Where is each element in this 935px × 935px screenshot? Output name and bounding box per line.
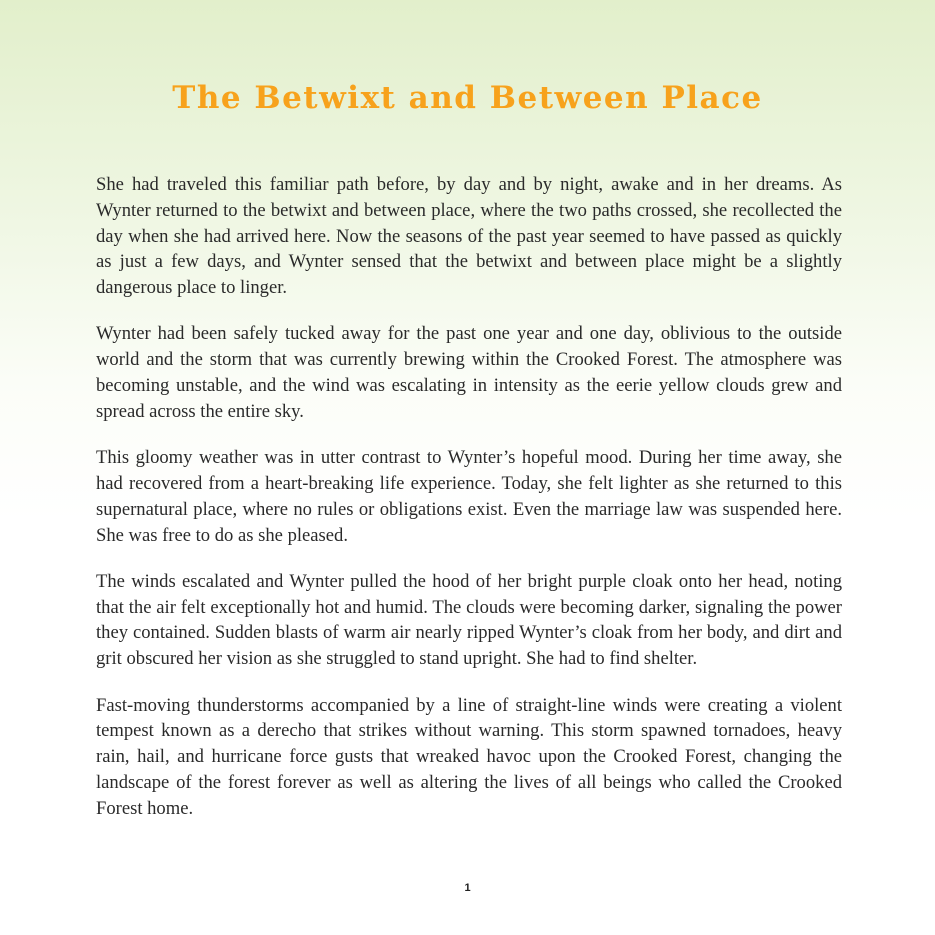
paragraph-1: She had traveled this familiar path before, by day and by night, awake and in her dreams. As Wynter returned to the betwixt and between place, where the two paths crossed, she recollected the day when she had arrived here. Now the seasons of the past year seemed to have passed as quickly as just a few days, and Wynter sensed that the betwixt and between place might be a slightly dangerous place to linger. — [96, 174, 842, 299]
paragraph-2: Wynter had been safely tucked away for the past one year and one day, oblivious to the outside world and the storm that was currently brewing within the Crooked Forest. The atmosphere was becoming unstable, and the wind was escalating in intensity as the eerie yellow clouds grew and spread across the entire sky. — [96, 323, 842, 422]
page-number: 1 — [464, 882, 471, 894]
chapter-body — [96, 172, 842, 842]
paragraph-5: Fast-moving thunderstorms accompanied by a line of straight-line winds were creating a violent tempest known as a derecho that strikes without warning. This storm spawned tornadoes, heavy rain, hail, and hurricane force gusts that wreaked havoc upon the Crooked Forest, changing the landscape of the forest forever as well as altering the lives of all beings who called the Crooked Forest home. — [96, 694, 842, 819]
paragraph-4: The winds escalated and Wynter pulled the hood of her bright purple cloak onto her head, noting that the air felt exceptionally hot and humid. The clouds were becoming darker, signaling the power they contained. Sudden blasts of warm air nearly ripped Wynter’s cloak from her body, and dirt and grit obscured her vision as she struggled to stand upright. She had to find shelter. — [96, 570, 842, 670]
chapter-title: The Betwixt and Between Place — [172, 80, 763, 116]
paragraph-3: This gloomy weather was in utter contrast to Wynter’s hopeful mood. During her time away, she had recovered from a heart-breaking life experience. Today, she felt lighter as she returned to this supernatural place, where no rules or obligations exist. Even the marriage law was suspended here. She was free to do as she pleased. — [96, 447, 842, 546]
